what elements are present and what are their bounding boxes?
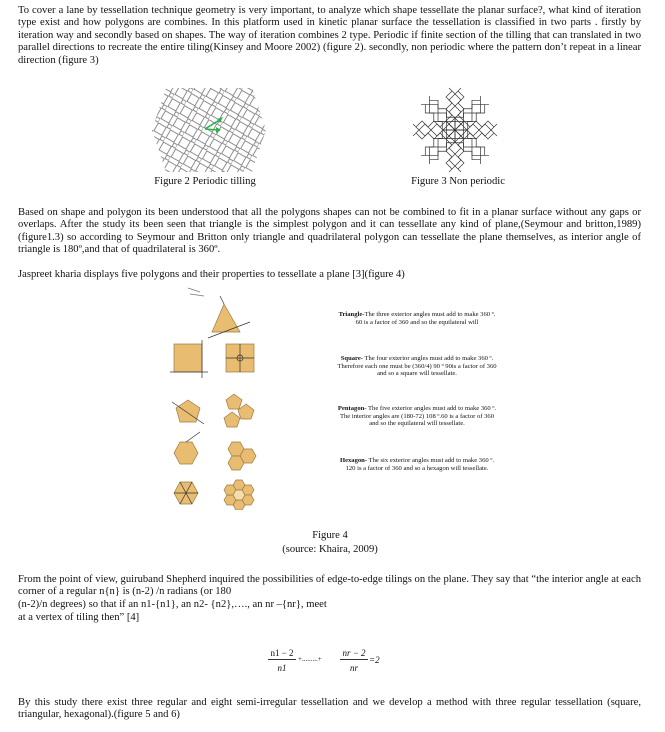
paragraph-shepherd-2: (n-2)/n degrees) so that if an n1-{n1}, an n2- {n2},…., an nr –{nr}, meet xyxy=(18,599,327,610)
formula-fraction-2: $\frac{nr - 2}{nr}$ xyxy=(340,648,368,673)
pentagon-tiling-b xyxy=(238,404,254,419)
figure-2-periodic-tiling xyxy=(148,84,270,176)
formula-rhs: =2 xyxy=(369,655,380,665)
square-shape xyxy=(174,344,202,372)
paragraph-shapes: Based on shape and polygon its been understood that all the polygons shapes can not be combined to fit in a planar surface without any gaps or overlaps. After the study its been seen that triangle is the simplest polygon and it can tessellate any kind of plane,(Seymour and britton,1989)(figure1.3) so according to Seymour and Britton only triangle and quadrilateral polygon can tessellate the plane themselves, as interior angle of triangle is 180º,and that of quadrilateral is 360º. xyxy=(18,207,641,256)
figure-4-pentagon-text: Pentagon- The five exterior angles must add to make 360 º. The interior angles are (180-72) 108 º.60 is a factor of 360 and so the equilateral will tessellate. xyxy=(337,405,497,428)
figure-4-caption: Figure 4 xyxy=(312,530,348,541)
figure-3-non-periodic-tiling xyxy=(408,85,502,175)
figure-4-hexagon-text: Hexagon- The six exterior angles must add to make 360 º. 120 is a factor of 360 and so a hexagon will tessellate. xyxy=(339,457,495,472)
figure-4-square-text: Square- The four exterior angles must add to make 360 º. Therefore each one must be (360/4) 90 º 90is a factor of 360 and so a square will tessellate. xyxy=(337,355,497,378)
paragraph-kharia: Jaspreet kharia displays five polygons and their properties to tessellate a plane [3](figure 4) xyxy=(18,269,405,280)
formula-dots: +.........+ xyxy=(298,655,322,663)
paragraph-intro: To cover a lane by tessellation technique geometry is very important, to analyze which shape tessellate the planar surface?, what kind of iteration type exist and how polygons are combines. In this platform used in kinetic planar surface the tessellation is classified in two parts . firstly by iteration way and secondly based on shapes. The way of iteration combines 2 type. Periodic if finite section of the tilling that can translated in two parallel directions to recreate the entire tiling(Kinsey and Moore 2002) (figure 2). secondly, non periodic where the pattern don’t repeat in a linear direction (figure 3) xyxy=(18,5,641,66)
triangle-shape xyxy=(212,304,240,332)
figure-4-polygons xyxy=(160,282,270,510)
formula-fraction-1: $\frac{n1 - 2}{n1}$ xyxy=(268,648,296,673)
paragraph-shepherd-3: at a vertex of tiling then” [4] xyxy=(18,612,140,623)
pentagon-tiling-c xyxy=(224,412,240,427)
paragraph-shepherd: From the point of view, guiruband Shepherd inquired the possibilities of edge-to-edge tilings on the plane. They say that “the interior angle at each corner of a regular n{n} is (n-2) /n radians (or 180 xyxy=(18,574,641,598)
figure-2-caption: Figure 2 Periodic tilling xyxy=(154,176,256,187)
hexagon-shape xyxy=(174,442,198,464)
paragraph-conclusion: By this study there exist three regular and eight semi-irregular tessellation and we develop a method with three regular tessellation (square, triangular, hexagonal).(figure 5 and 6) xyxy=(18,697,641,721)
pentagon-tiling-a xyxy=(226,394,242,409)
figure-3-caption: Figure 3 Non periodic xyxy=(411,176,505,187)
vertex-angle-formula xyxy=(268,648,398,678)
figure-4-triangle-text: Triangle-The three exterior angles must add to make 360 º. 60 is a factor of 360 and so the equilateral will xyxy=(338,311,496,326)
figure-4-source: (source: Khaira, 2009) xyxy=(282,544,378,555)
hexagon-tiling-c xyxy=(228,456,244,470)
